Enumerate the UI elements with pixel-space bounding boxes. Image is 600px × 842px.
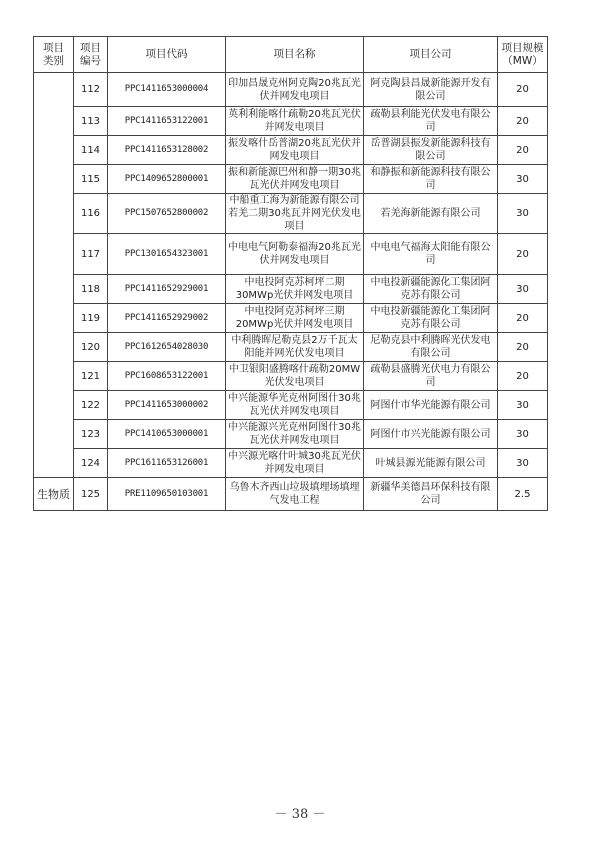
table-row (34, 478, 548, 511)
code-cell: PPC1411653128002 (108, 136, 226, 165)
code-cell: PPC1507652800002 (108, 194, 226, 234)
company-cell: 疏勒县利能光伏发电有限公司 (364, 107, 498, 136)
table-row (34, 449, 548, 478)
capacity-cell: 30 (498, 391, 548, 420)
number-cell: 114 (74, 136, 108, 165)
header-company: 项目公司 (364, 37, 498, 73)
company-cell: 阿图什市华光能源有限公司 (364, 391, 498, 420)
capacity-cell: 30 (498, 275, 548, 304)
code-cell: PPC1301654323001 (108, 234, 226, 275)
capacity-cell: 30 (498, 420, 548, 449)
code-cell: PPC1410653000001 (108, 420, 226, 449)
table-row (34, 362, 548, 391)
name-cell: 振发喀什岳普湖20兆瓦光伏并网发电项目 (226, 136, 364, 165)
name-cell: 中兴能源兴光克州阿图什30兆瓦光伏并网发电项目 (226, 420, 364, 449)
code-cell: PPC1611653126001 (108, 449, 226, 478)
table-row (34, 107, 548, 136)
capacity-cell: 20 (498, 333, 548, 362)
capacity-cell: 20 (498, 234, 548, 275)
number-cell: 113 (74, 107, 108, 136)
company-cell: 若羌海新能源有限公司 (364, 194, 498, 234)
number-cell: 115 (74, 165, 108, 194)
page-number: － 38 － (274, 807, 326, 822)
header-capacity: 项目规模 （MW） (498, 37, 548, 73)
company-cell: 岳普湖县振发新能源科技有限公司 (364, 136, 498, 165)
number-cell: 123 (74, 420, 108, 449)
number-cell: 112 (74, 73, 108, 107)
name-cell: 振和新能源巴州和静一期30兆瓦光伏并网发电项目 (226, 165, 364, 194)
capacity-cell: 20 (498, 73, 548, 107)
name-cell: 中卫银阳盛腾喀什疏勒20MW光伏发电项目 (226, 362, 364, 391)
code-cell: PPC1608653122001 (108, 362, 226, 391)
table-row (34, 420, 548, 449)
code-cell: PPC1411652929001 (108, 275, 226, 304)
company-cell: 阿克陶县昌晟新能源开发有限公司 (364, 73, 498, 107)
category-cell-biomass: 生物质 (34, 478, 74, 511)
name-cell: 中船重工海为新能源有限公司若羌二期30兆瓦并网光伏发电项目 (226, 194, 364, 234)
company-cell: 新疆华美德昌环保科技有限公司 (364, 478, 498, 511)
header-category: 项目 类别 (34, 37, 74, 73)
category-cell-solar (34, 73, 74, 478)
code-cell: PRE1109650103001 (108, 478, 226, 511)
company-cell: 叶城县源光能源有限公司 (364, 449, 498, 478)
code-cell: PPC1612654028030 (108, 333, 226, 362)
capacity-cell: 20 (498, 107, 548, 136)
number-cell: 117 (74, 234, 108, 275)
name-cell: 乌鲁木齐西山垃圾填埋场填埋气发电工程 (226, 478, 364, 511)
number-cell: 124 (74, 449, 108, 478)
capacity-cell: 30 (498, 165, 548, 194)
company-cell: 疏勒县盛腾光伏电力有限公司 (364, 362, 498, 391)
number-cell: 118 (74, 275, 108, 304)
name-cell: 中电电气阿勒泰福海20兆瓦光伏并网发电项目 (226, 234, 364, 275)
table-row (34, 165, 548, 194)
table-row (34, 333, 548, 362)
table-row (34, 136, 548, 165)
capacity-cell: 30 (498, 449, 548, 478)
number-cell: 119 (74, 304, 108, 333)
company-cell: 中电电气福海太阳能有限公司 (364, 234, 498, 275)
name-cell: 中利腾晖尼勒克县2万千瓦太阳能并网光伏发电项目 (226, 333, 364, 362)
table-row (34, 194, 548, 234)
company-cell: 中电投新疆能源化工集团阿克苏有限公司 (364, 304, 498, 333)
code-cell: PPC1411653122001 (108, 107, 226, 136)
name-cell: 中电投阿克苏柯坪三期20MWp光伏并网发电项目 (226, 304, 364, 333)
capacity-cell: 20 (498, 362, 548, 391)
number-cell: 120 (74, 333, 108, 362)
header-name: 项目名称 (226, 37, 364, 73)
code-cell: PPC1411653000004 (108, 73, 226, 107)
table-row (34, 234, 548, 275)
capacity-cell: 2.5 (498, 478, 548, 511)
company-cell: 尼勒克县中利腾晖光伏发电有限公司 (364, 333, 498, 362)
capacity-cell: 20 (498, 136, 548, 165)
company-cell: 和静振和新能源科技有限公司 (364, 165, 498, 194)
table-header-row (34, 37, 548, 73)
code-cell: PPC1411652929002 (108, 304, 226, 333)
table-row (34, 73, 548, 107)
name-cell: 中兴源光喀什叶城30兆瓦光伏并网发电项目 (226, 449, 364, 478)
table-row (34, 275, 548, 304)
code-cell: PPC1409652800001 (108, 165, 226, 194)
table-row (34, 391, 548, 420)
name-cell: 印加昌晟克州阿克陶20兆瓦光伏并网发电项目 (226, 73, 364, 107)
company-cell: 阿图什市兴光能源有限公司 (364, 420, 498, 449)
number-cell: 121 (74, 362, 108, 391)
name-cell: 中兴能源华光克州阿图什30兆瓦光伏并网发电项目 (226, 391, 364, 420)
name-cell: 英利利能喀什疏勒20兆瓦光伏并网发电项目 (226, 107, 364, 136)
header-number: 项目 编号 (74, 37, 108, 73)
name-cell: 中电投阿克苏柯坪二期30MWp光伏并网发电项目 (226, 275, 364, 304)
header-code: 项目代码 (108, 37, 226, 73)
number-cell: 122 (74, 391, 108, 420)
number-cell: 125 (74, 478, 108, 511)
company-cell: 中电投新疆能源化工集团阿克苏有限公司 (364, 275, 498, 304)
projects-table (33, 36, 548, 511)
capacity-cell: 30 (498, 194, 548, 234)
number-cell: 116 (74, 194, 108, 234)
capacity-cell: 20 (498, 304, 548, 333)
table-row (34, 304, 548, 333)
code-cell: PPC1411653000002 (108, 391, 226, 420)
